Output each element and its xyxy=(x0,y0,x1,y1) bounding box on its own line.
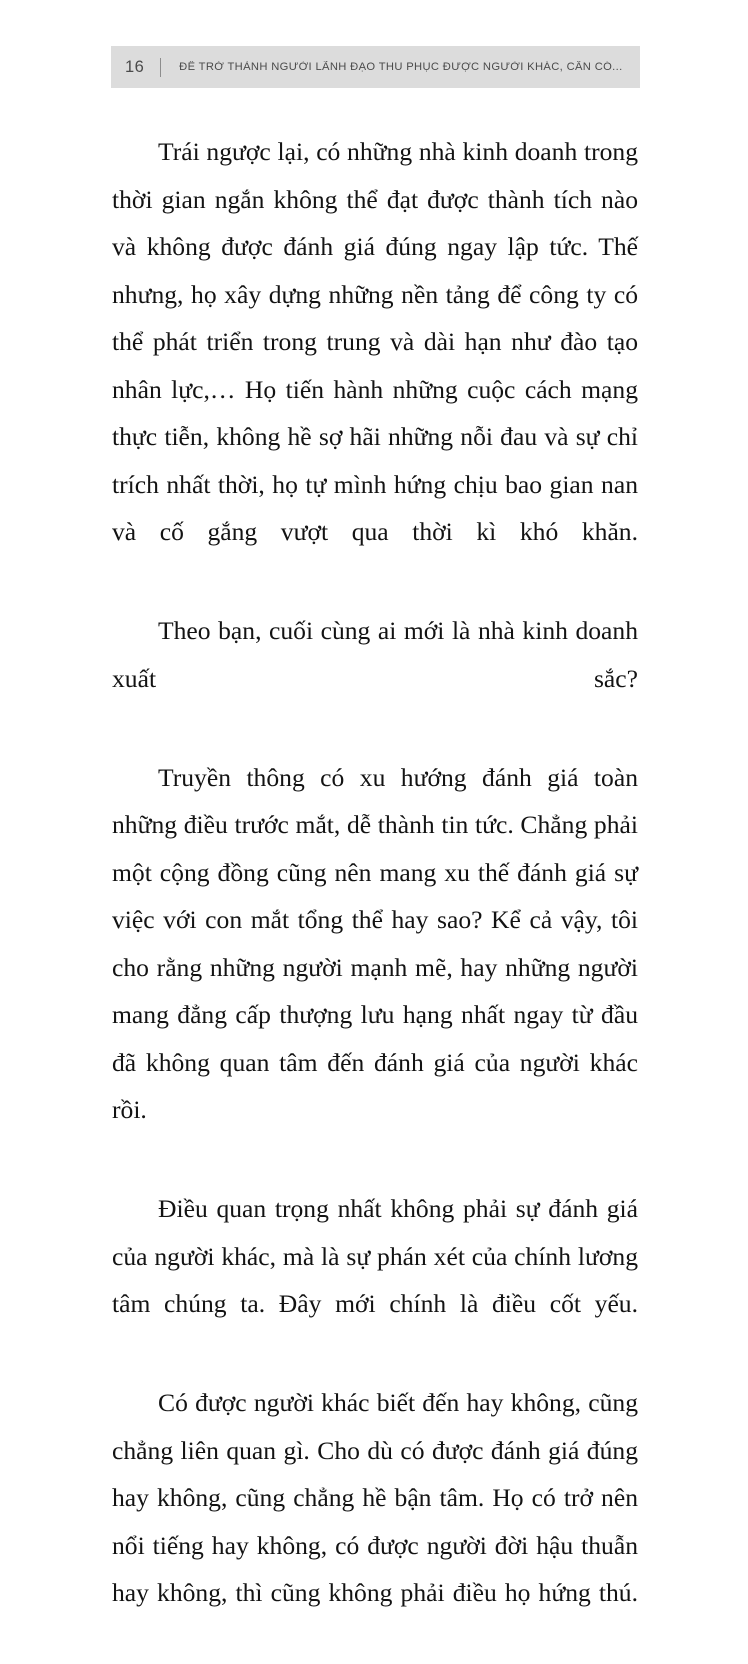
running-header xyxy=(111,46,640,88)
paragraph: Trái ngược lại, có những nhà kinh doanh trong thời gian ngắn không thể đạt được thành tích nào và không được đánh giá đúng ngay lập tức. Thế nhưng, họ xây dựng những nền tảng để công ty có thể phát triển trong trung và dài hạn như đào tạo nhân lực,… Họ tiến hành những cuộc cách mạng thực tiễn, không hề sợ hãi những nỗi đau và sự chỉ trích nhất thời, họ tự mình hứng chịu bao gian nan và cố gắng vượt qua thời kì khó khăn. xyxy=(112,137,638,546)
body-text-column xyxy=(112,128,638,1664)
header-divider xyxy=(160,58,161,77)
page-number: 16 xyxy=(125,57,145,76)
paragraph: Truyền thông có xu hướng đánh giá toàn những điều trước mắt, dễ thành tin tức. Chẳng phải một cộng đồng cũng nên mang xu thế đánh giá sự việc với con mắt tổng thể hay sao? Kể cả vậy, tôi cho rằng những người mạnh mẽ, hay những người mang đẳng cấp thượng lưu hạng nhất ngay từ đầu đã không quan tâm đến đánh giá của người khác rồi. xyxy=(112,762,638,1124)
paragraph: Có được người khác biết đến hay không, cũng chẳng liên quan gì. Cho dù có được đánh giá đúng hay không, cũng chẳng hề bận tâm. Họ có trở nên nổi tiếng hay không, có được người đời hậu thuẫn hay không, thì cũng không phải điều họ hứng thú. xyxy=(112,1388,638,1607)
running-header-title: ĐỂ TRỞ THÀNH NGƯỜI LÃNH ĐẠO THU PHỤC ĐƯỢC NGƯỜI KHÁC, CẦN CÓ... xyxy=(179,61,623,73)
paragraph: Điều quan trọng nhất không phải sự đánh giá của người khác, mà là sự phán xét của chính lương tâm chúng ta. Đây mới chính là điều cốt yếu. xyxy=(112,1194,638,1318)
paragraph: Theo bạn, cuối cùng ai mới là nhà kinh doanh xuất sắc? xyxy=(112,616,638,693)
